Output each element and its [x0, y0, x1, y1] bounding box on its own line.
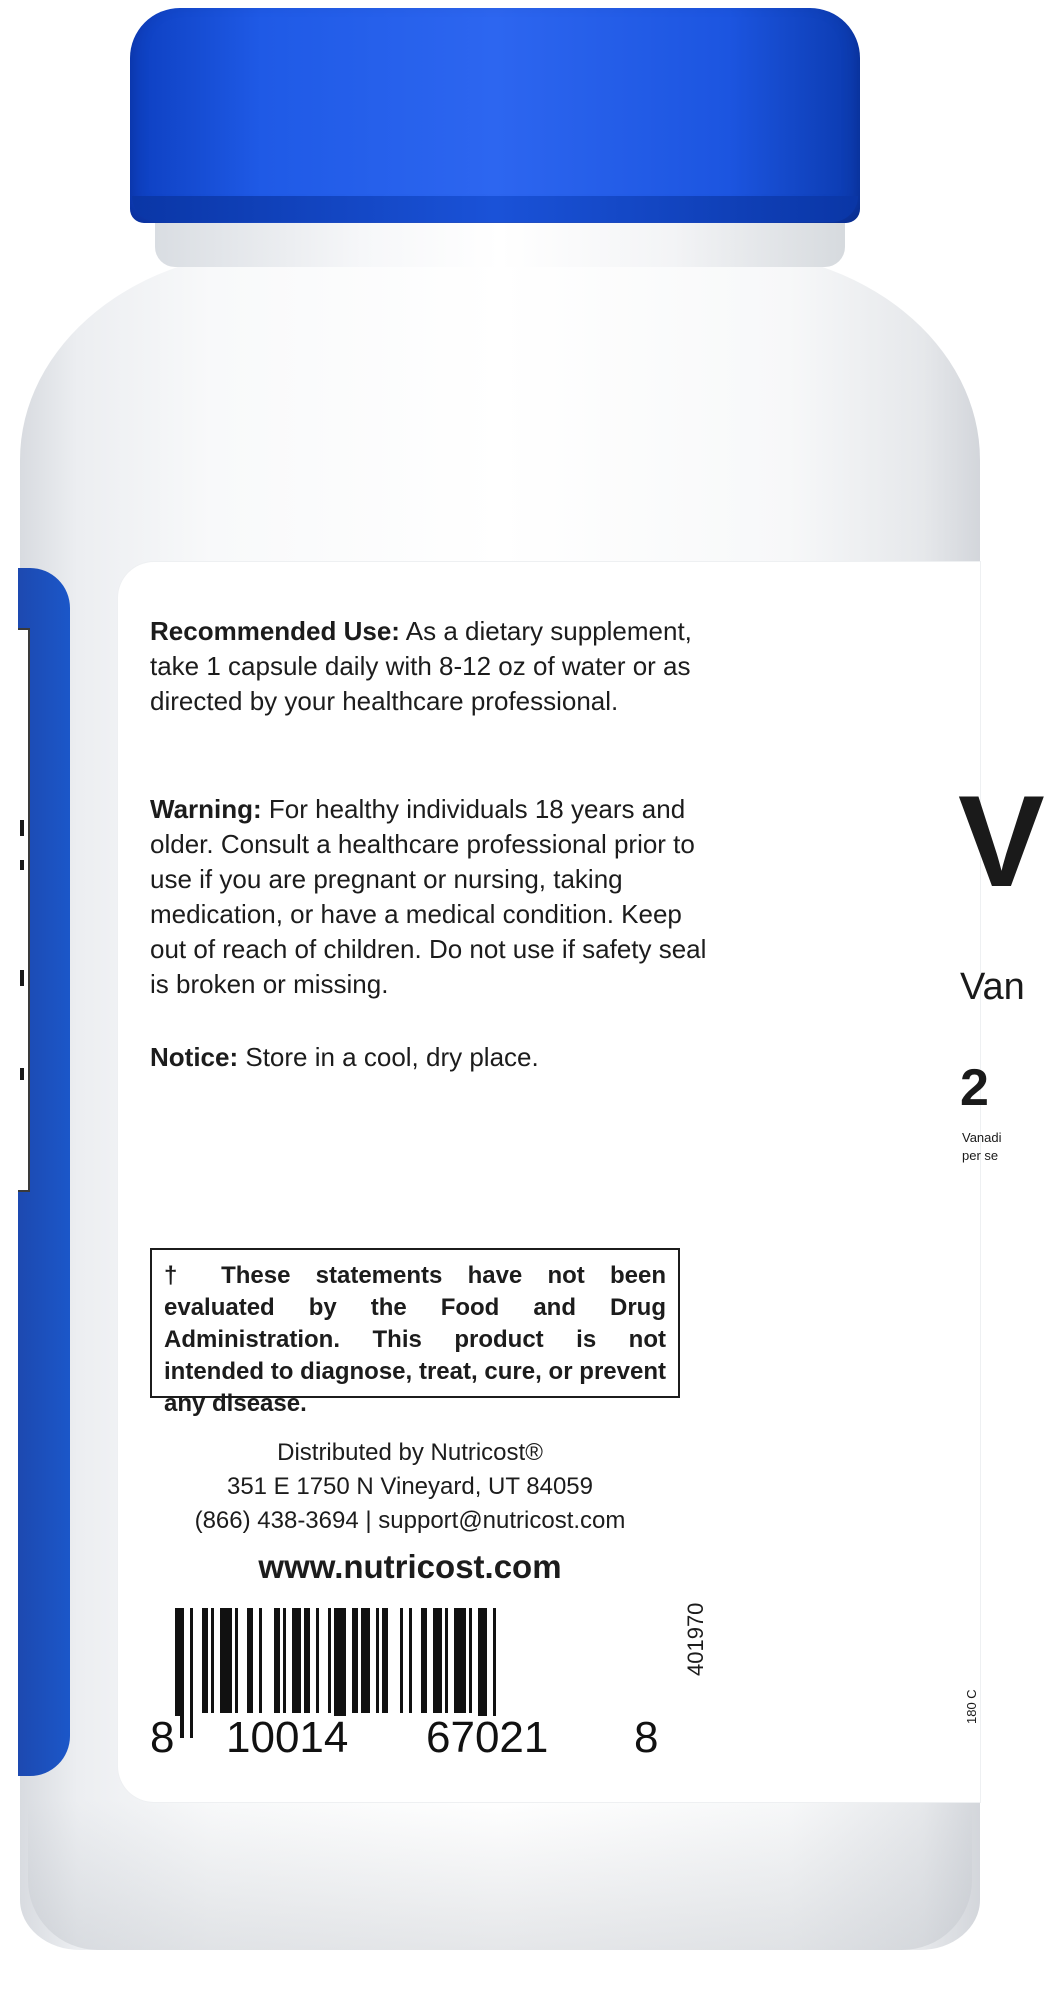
edge-big-letter: V [958, 768, 1045, 914]
barcode-bar [211, 1608, 214, 1713]
barcode-bar [421, 1608, 427, 1713]
bottle-cap-rim [132, 196, 858, 222]
notice-text: Store in a cool, dry place. [238, 1042, 539, 1072]
edge-small-2: per se [962, 1148, 999, 1163]
notice-heading: Notice: [150, 1042, 239, 1072]
barcode-bar [433, 1608, 442, 1713]
barcode-bar [328, 1608, 331, 1713]
recommended-use-text: As a dietary supplement, take 1 capsule daily with 8-12 oz of water or as directed by your healthcare professional. [150, 616, 692, 716]
barcode-side-code: 401970 [683, 1602, 708, 1676]
barcode [150, 1608, 670, 1768]
barcode-bar [304, 1608, 310, 1713]
warning [150, 792, 710, 1002]
band-white-panel [18, 628, 30, 1192]
bottle-bottom-shade [28, 1800, 972, 1950]
barcode-bar [352, 1608, 358, 1713]
barcode-bar [220, 1608, 232, 1713]
barcode-bar [316, 1608, 319, 1713]
fda-disclaimer: † These statements have not been evaluated by the Food and Drug Administration. This product is not intended to diagnose, treat, cure, or prevent any disease. [150, 1248, 680, 1398]
barcode-bar [283, 1608, 286, 1713]
recommended-use-heading: Recommended Use: [150, 616, 400, 646]
address: 351 E 1750 N Vineyard, UT 84059 [226, 1473, 594, 1500]
barcode-bar [382, 1608, 388, 1713]
band-tick [20, 860, 24, 870]
barcode-bar [235, 1608, 238, 1713]
barcode-digit-right: 8 [628, 1716, 664, 1760]
barcode-group-1: 10014 [220, 1716, 354, 1760]
barcode-bar [376, 1608, 379, 1713]
bottle-cap [130, 8, 860, 223]
recommended-use [150, 614, 710, 719]
band-tick [20, 820, 24, 836]
edge-count: 180 C [964, 1689, 979, 1724]
barcode-bar [400, 1608, 403, 1713]
warning-heading: Warning: [150, 794, 262, 824]
contact-info: (866) 438-3694 | support@nutricost.com [194, 1507, 626, 1534]
band-tick [20, 970, 24, 986]
barcode-bar [409, 1608, 412, 1713]
barcode-bar [469, 1608, 472, 1713]
barcode-bar [274, 1608, 280, 1713]
website: www.nutricost.com [258, 1548, 562, 1585]
barcode-bar [190, 1608, 193, 1738]
barcode-bar [202, 1608, 208, 1713]
barcode-digit-left: 8 [144, 1716, 180, 1760]
barcode-bar [259, 1608, 262, 1713]
barcode-bar [445, 1608, 448, 1713]
barcode-bar [454, 1608, 466, 1713]
band-tick [20, 1068, 24, 1080]
distributed-by: Distributed by Nutricost® [277, 1439, 543, 1466]
barcode-bar [361, 1608, 370, 1713]
notice [150, 1040, 710, 1075]
bottle-neck [155, 222, 845, 267]
edge-sub: Van [960, 966, 1025, 1008]
warning-text: For healthy individuals 18 years and older. Consult a healthcare professional prior to use if you are pregnant or nursing, taking medication, or have a medical condition. Keep out of reach of children. Do not use if safety seal is broken or missing. [150, 794, 707, 999]
barcode-bar [292, 1608, 301, 1713]
barcode-bar [247, 1608, 253, 1713]
barcode-group-2: 67021 [420, 1716, 554, 1760]
edge-small-1: Vanadi [962, 1130, 1002, 1145]
edge-dose: 2 [960, 1059, 989, 1117]
